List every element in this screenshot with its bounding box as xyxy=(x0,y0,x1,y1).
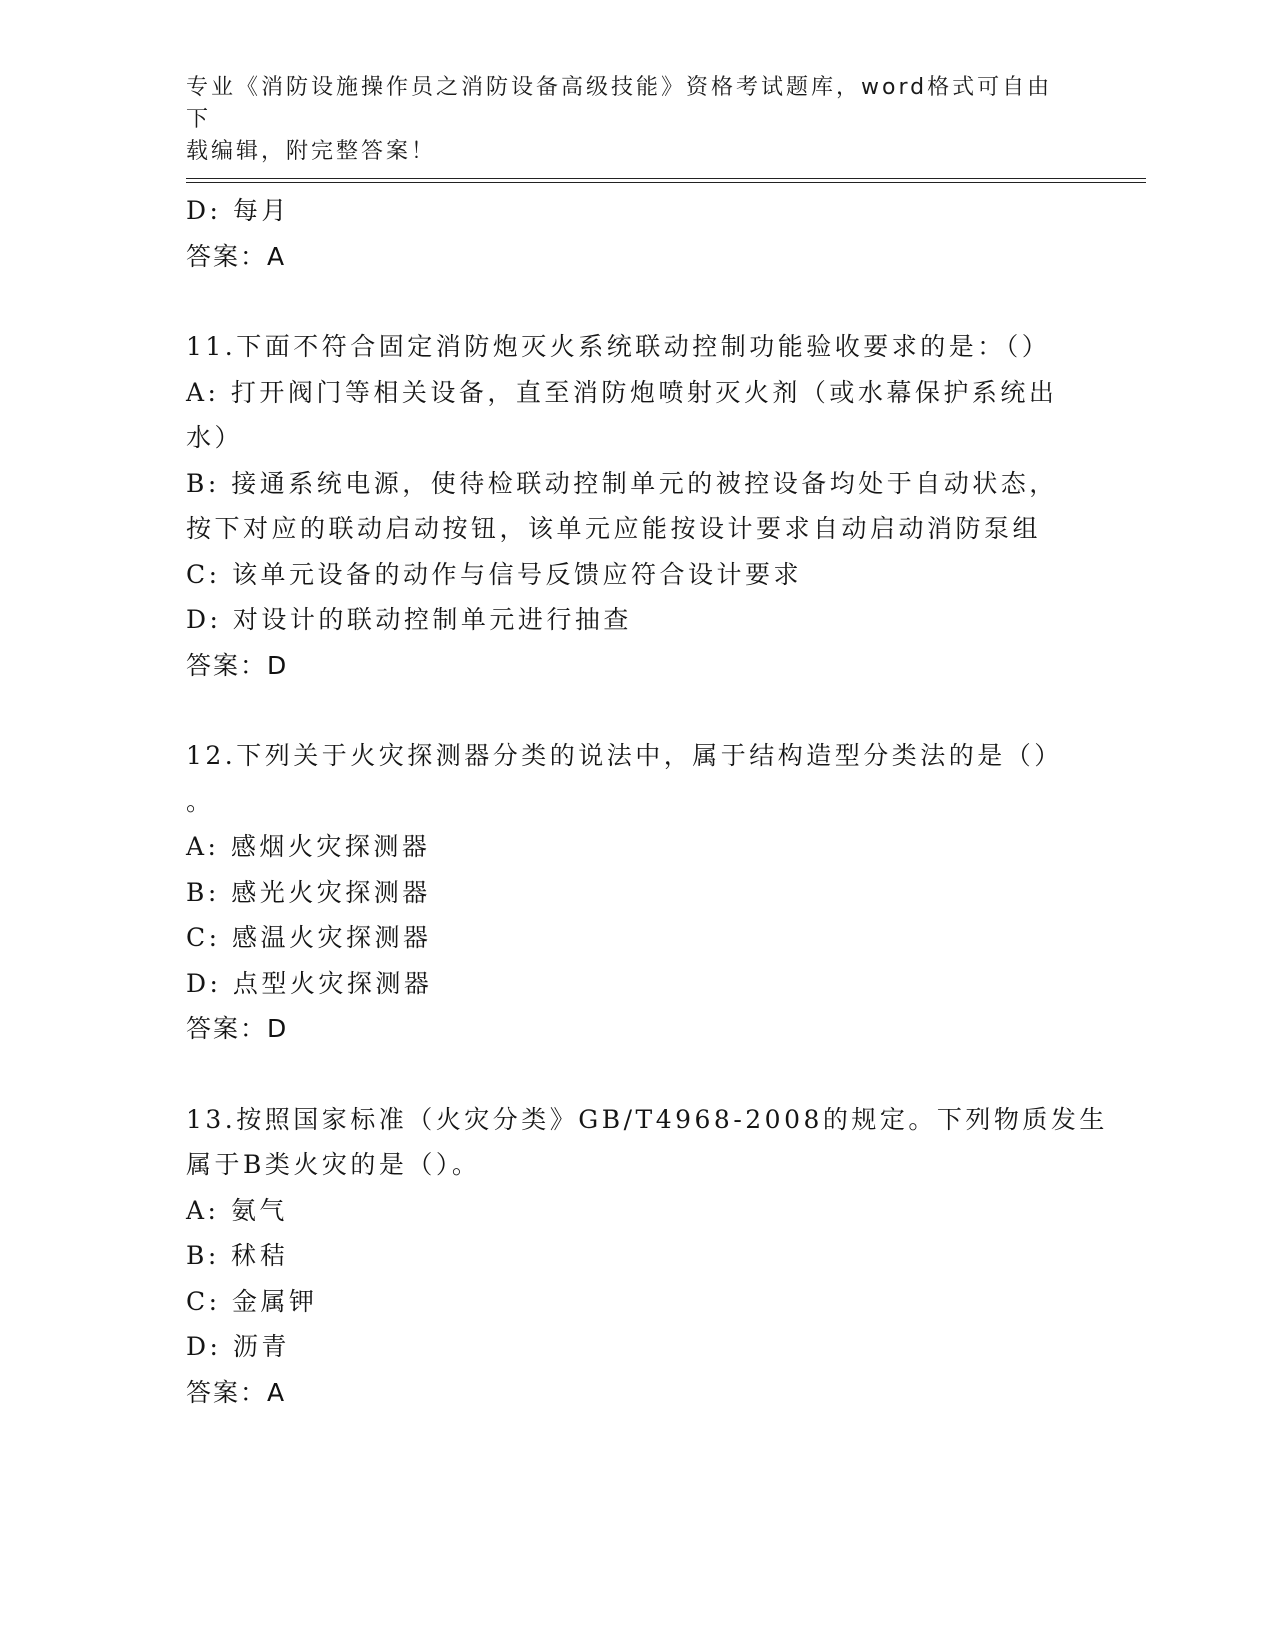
question-stem-continued: 。 xyxy=(186,786,215,816)
header-line-2: 载编辑，附完整答案！ xyxy=(186,139,437,164)
header-divider-bottom xyxy=(186,182,1146,183)
previous-question-tail xyxy=(186,188,1086,279)
option-a-continued: 水） xyxy=(186,423,244,452)
header-divider-top xyxy=(186,178,1146,179)
option-d: D: 每月 xyxy=(186,196,290,225)
document-header xyxy=(186,72,1066,168)
option-c: C: 金属钾 xyxy=(186,1286,318,1316)
question-13 xyxy=(186,1097,1108,1416)
header-line-1: 专业《消防设施操作员之消防设备高级技能》资格考试题库，word格式可自由下 xyxy=(186,75,1053,132)
spacer xyxy=(186,279,1086,324)
question-list xyxy=(186,188,1108,1415)
spacer xyxy=(186,688,1086,733)
option-d: D: 点型火灾探测器 xyxy=(186,968,433,998)
option-c: C: 该单元设备的动作与信号反馈应符合设计要求 xyxy=(186,559,802,589)
option-a: A: 感烟火灾探测器 xyxy=(186,832,431,861)
question-stem: 11.下面不符合固定消防炮灭火系统联动控制功能验收要求的是：（） xyxy=(186,332,1051,361)
question-12 xyxy=(186,733,1086,1052)
question-stem: 13.按照国家标准（火灾分类》GB/T4968-2008的规定。下列物质发生 xyxy=(186,1104,1108,1134)
option-a: A: 氨气 xyxy=(186,1195,288,1225)
option-d: D: 沥青 xyxy=(186,1332,290,1361)
option-a: A: 打开阀门等相关设备，直至消防炮喷射灭火剂（或水幕保护系统出 xyxy=(186,377,1058,407)
answer-line: 答案：D xyxy=(186,650,289,680)
answer-line: 答案：A xyxy=(186,1377,287,1407)
option-b: B: 感光火灾探测器 xyxy=(186,877,431,907)
question-stem-continued: 属于B类火灾的是（）。 xyxy=(186,1150,481,1179)
option-c: C: 感温火灾探测器 xyxy=(186,923,432,952)
question-11 xyxy=(186,324,1086,688)
spacer xyxy=(186,1052,1086,1097)
option-b-continued: 按下对应的联动启动按钮，该单元应能按设计要求自动启动消防泵组 xyxy=(186,514,1042,543)
option-b: B: 秫秸 xyxy=(186,1241,289,1270)
option-b: B: 接通系统电源，使待检联动控制单元的被控设备均处于自动状态， xyxy=(186,468,1058,498)
answer-line: 答案：D xyxy=(186,1014,289,1043)
option-d: D: 对设计的联动控制单元进行抽查 xyxy=(186,605,632,634)
answer-line: 答案：A xyxy=(186,241,287,271)
question-stem: 12.下列关于火灾探测器分类的说法中，属于结构造型分类法的是（） xyxy=(186,741,1063,770)
